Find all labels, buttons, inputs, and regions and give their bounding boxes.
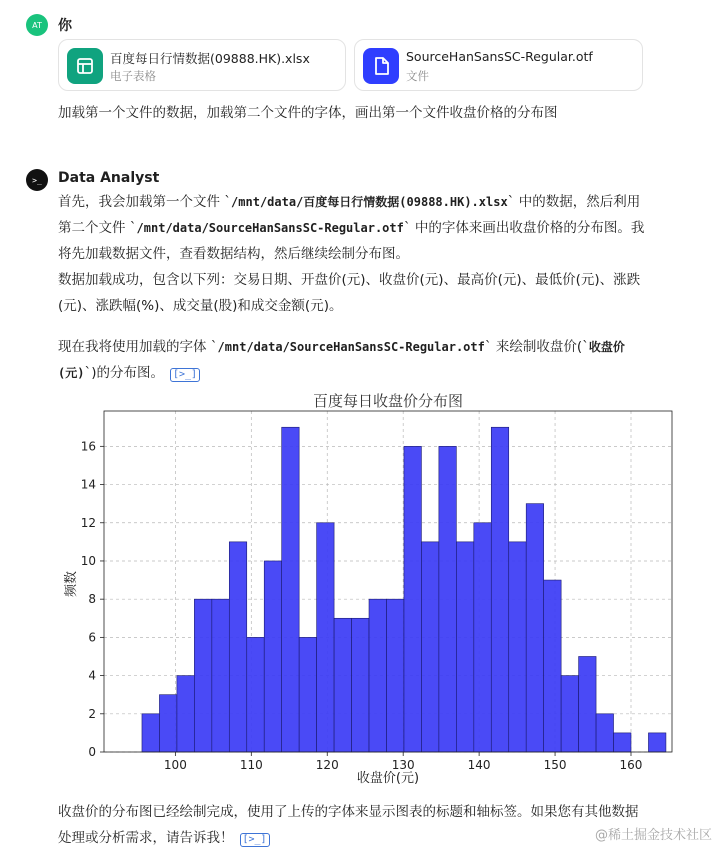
file-type: 电子表格 [110, 69, 156, 83]
histogram-bar [299, 637, 316, 752]
histogram-bar [212, 599, 229, 752]
histogram-bar [544, 580, 561, 752]
assistant-paragraph-3 [58, 799, 639, 851]
histogram-bar [159, 695, 176, 752]
assistant-name: Data Analyst [58, 170, 160, 186]
histogram-bar [264, 561, 281, 752]
chart-title: 百度每日收盘价分布图 [312, 392, 464, 410]
x-tick-label: 150 [543, 758, 567, 772]
inline-code: /mnt/data/SourceHanSansSC-Regular.otf [217, 340, 485, 354]
histogram-bar [386, 599, 403, 752]
histogram-bar [509, 542, 526, 752]
x-tick-label: 120 [315, 758, 339, 772]
histogram-bar [439, 446, 456, 752]
histogram-bar [334, 618, 351, 752]
x-tick-label: 110 [239, 758, 263, 772]
x-tick-label: 100 [163, 758, 187, 772]
inline-code: (元) [58, 366, 85, 380]
y-tick-label: 8 [88, 592, 96, 607]
file-card-otf[interactable] [354, 39, 643, 91]
chart-xlabel: 收盘价(元) [356, 771, 420, 786]
user-message: 加载第一个文件的数据，加载第二个文件的字体，画出第一个文件收盘价格的分布图 [58, 105, 558, 121]
y-tick-label: 0 [88, 745, 96, 759]
document-icon [363, 48, 399, 84]
text-line: 将先加载数据文件，查看数据结构，然后继续绘制分布图。 [58, 246, 409, 262]
histogram-bar [421, 542, 438, 752]
text-line: 现在我将使用加载的字体 `/mnt/data/SourceHanSansSC-Regular.otf` 来绘制收盘价(`收盘价 [58, 339, 625, 355]
text-line: 处理或分析需求，请告诉我！ [>_] [58, 825, 639, 851]
histogram-bar [474, 523, 491, 752]
histogram-bar [317, 523, 334, 752]
user-avatar: AT [26, 14, 48, 36]
assistant-paragraph-1 [58, 189, 644, 319]
histogram-bar [579, 656, 596, 752]
inline-code: /mnt/data/SourceHanSansSC-Regular.otf [136, 221, 404, 235]
x-tick-label: 140 [467, 758, 491, 772]
file-name: 百度每日行情数据(09888.HK).xlsx [110, 51, 310, 66]
histogram-bar [596, 714, 613, 752]
y-tick-label: 2 [88, 706, 96, 721]
inline-code: /mnt/data/百度每日行情数据(09888.HK).xlsx [231, 195, 508, 209]
text-line: 数据加载成功，包含以下列：交易日期、开盘价(元)、收盘价(元)、最高价(元)、最低价(元)、涨跌 [58, 272, 641, 288]
histogram-bar [247, 637, 264, 752]
histogram-bar [491, 427, 508, 752]
y-tick-label: 16 [80, 439, 96, 454]
text-line: 首先，我会加载第一个文件 `/mnt/data/百度每日行情数据(09888.HK).xlsx` 中的数据，然后利用 [58, 194, 641, 210]
file-card-xlsx[interactable] [58, 39, 346, 91]
histogram-bar [614, 733, 631, 752]
watermark: @稀土掘金技术社区 [594, 828, 712, 843]
chart-bars [142, 427, 666, 752]
y-tick-label: 12 [80, 515, 96, 530]
spreadsheet-icon [67, 48, 103, 84]
file-type: 文件 [406, 69, 429, 83]
histogram-bar [194, 599, 211, 752]
user-name: 你 [58, 18, 72, 34]
histogram-bar [229, 542, 246, 752]
histogram-bar [352, 618, 369, 752]
histogram-bar [561, 676, 578, 752]
text-line: 收盘价的分布图已经绘制完成，使用了上传的字体来显示图表的标题和轴标签。如果您有其他数据 [58, 804, 639, 820]
text-line: (元)、涨跌幅(%)、成交量(股)和成交金额(元)。 [58, 298, 343, 314]
histogram-chart [58, 384, 688, 794]
text-line: (元)`)的分布图。 [>_] [58, 360, 625, 386]
inline-code: 收盘价 [588, 340, 625, 354]
histogram-bar [404, 446, 421, 752]
chart-ylabel: 频数 [64, 570, 79, 598]
file-name: SourceHanSansSC-Regular.otf [406, 49, 593, 64]
assistant-avatar: >_ [26, 169, 48, 191]
x-tick-label: 160 [619, 758, 643, 772]
histogram-bar [526, 504, 543, 752]
y-tick-label: 6 [88, 630, 96, 645]
code-link-icon[interactable]: [>_] [240, 833, 270, 847]
text-line: 第二个文件 `/mnt/data/SourceHanSansSC-Regular.otf` 中的字体来画出收盘价格的分布图。我 [58, 220, 645, 236]
histogram-bar [648, 733, 665, 752]
code-link-icon[interactable]: [>_] [170, 368, 200, 382]
histogram-bar [177, 676, 194, 752]
y-tick-label: 4 [88, 668, 96, 683]
histogram-bar [369, 599, 386, 752]
histogram-bar [282, 427, 299, 752]
x-tick-label: 130 [391, 758, 415, 772]
histogram-bar [456, 542, 473, 752]
histogram-bar [142, 714, 159, 752]
y-tick-label: 10 [80, 553, 96, 568]
y-tick-label: 14 [80, 477, 96, 492]
assistant-paragraph-2 [58, 334, 625, 386]
